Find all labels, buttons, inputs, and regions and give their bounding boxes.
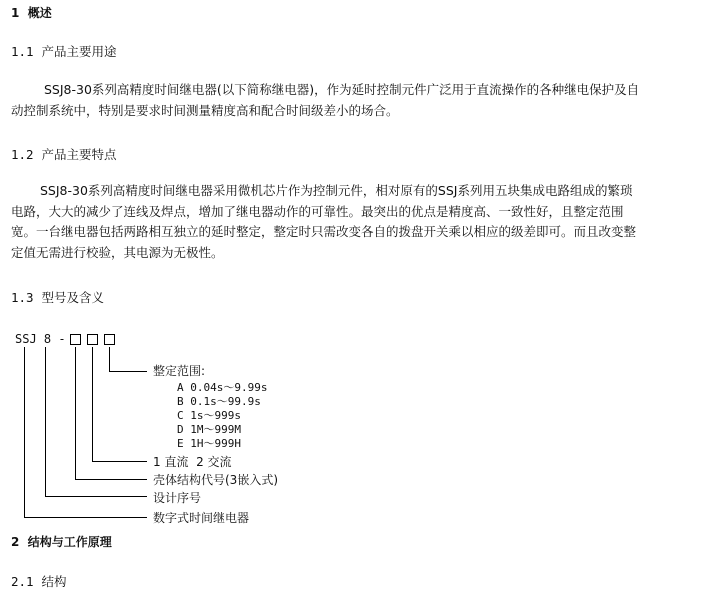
section-number: 1 [11, 6, 20, 20]
paragraph-line: 电路，大大的减少了连线及焊点，增加了继电器动作的可靠性。最突出的优点是精度高、一致性好，且整定范围 [11, 203, 624, 219]
section-title: 概述 [27, 6, 52, 20]
paragraph-features [11, 181, 711, 263]
connector-line [24, 517, 147, 518]
paragraph-line: 定值无需进行校验，其电源为无极性。 [11, 244, 224, 260]
paragraph-line: SSJ8-30系列高精度时间继电器采用微机芯片作为控制元件，相对原有的SSJ系列用五块集成电路组成的繁琐 [40, 183, 633, 198]
section-number: 2.1 [11, 574, 34, 589]
section-number: 1.1 [11, 44, 34, 59]
section-number: 1.3 [11, 290, 34, 305]
section-title: 产品主要用途 [41, 44, 117, 59]
connector-line [24, 347, 25, 517]
section-1-heading [11, 4, 52, 21]
product-name-label: 数字式时间继电器 [153, 511, 250, 525]
paragraph-usage [11, 80, 711, 121]
current-type-label: 1 直流 2 交流 [153, 455, 232, 469]
connector-line [45, 347, 46, 496]
section-1-1-heading [11, 42, 117, 60]
section-title: 型号及含义 [41, 290, 105, 305]
connector-line [92, 461, 147, 462]
section-title: 结构 [41, 574, 67, 589]
connector-line [92, 347, 93, 461]
range-item: D 1M～999M [177, 423, 241, 436]
paragraph-line: 动控制系统中，特别是要求时间测量精度高和配合时间级差小的场合。 [11, 102, 399, 118]
section-2-heading [11, 533, 112, 550]
model-placeholder-box [70, 334, 81, 345]
paragraph-line: 宽。一台继电器包括两路相互独立的延时整定，整定时只需改变各自的拨盘开关乘以相应的级差即可。而且改变整 [11, 224, 637, 239]
range-item: E 1H～999H [177, 437, 241, 450]
section-2-1-heading [11, 572, 67, 590]
section-title: 结构与工作原理 [27, 535, 112, 549]
section-1-2-heading [11, 145, 117, 163]
connector-line [75, 479, 147, 480]
section-1-3-heading [11, 288, 104, 306]
range-list [177, 381, 267, 451]
design-number-label: 设计序号 [153, 491, 202, 505]
connector-line [75, 347, 76, 479]
model-prefix: SSJ 8 - [15, 332, 66, 346]
section-number: 1.2 [11, 147, 34, 162]
section-number: 2 [11, 535, 20, 549]
range-item: B 0.1s～99.9s [177, 395, 261, 408]
model-placeholder-box [87, 334, 98, 345]
range-item: C 1s～999s [177, 409, 241, 422]
range-title: 整定范围: [153, 364, 206, 378]
connector-line [109, 371, 147, 372]
section-title: 产品主要特点 [41, 147, 117, 162]
connector-line [45, 496, 147, 497]
model-placeholder-box [104, 334, 115, 345]
connector-line [109, 347, 110, 371]
shell-code-label: 壳体结构代号(3嵌入式) [153, 473, 278, 487]
paragraph-line: SSJ8-30系列高精度时间继电器(以下简称继电器)，作为延时控制元件广泛用于直流操作的各种继电保护及自 [44, 82, 640, 97]
range-item: A 0.04s～9.99s [177, 381, 268, 394]
